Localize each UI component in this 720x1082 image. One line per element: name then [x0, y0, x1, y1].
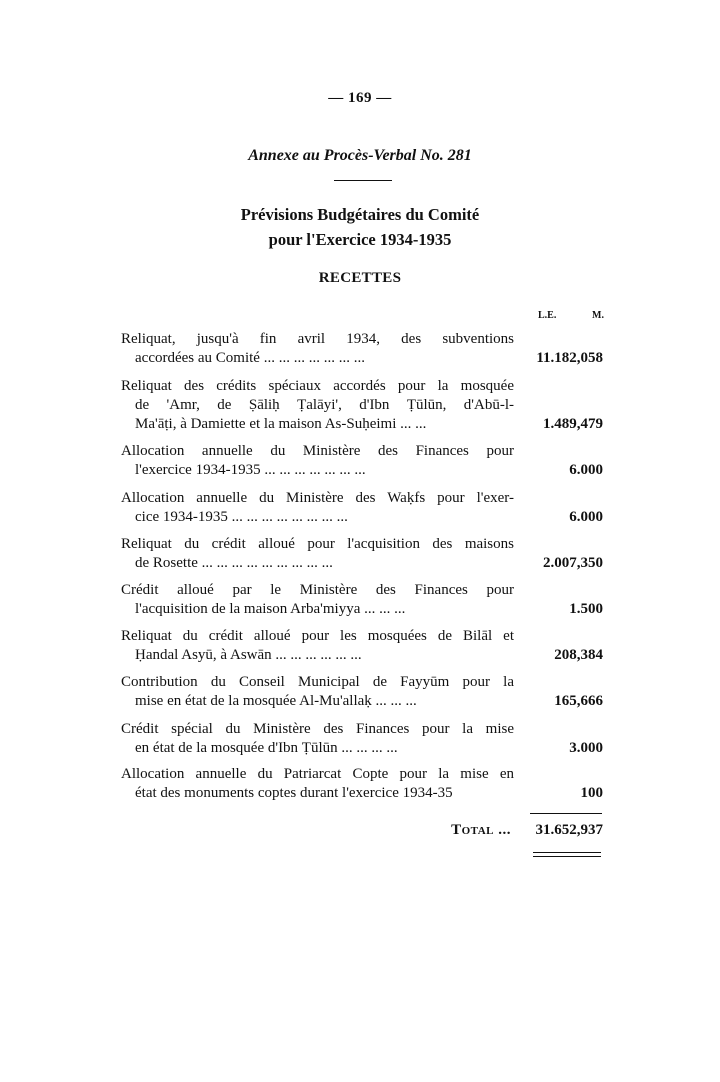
- unit-le: L.E.: [538, 310, 557, 321]
- units-header: [538, 310, 604, 321]
- unit-m: M.: [592, 310, 604, 321]
- entry-line: Allocation annuelle du Ministère des Finances pour: [121, 443, 514, 459]
- revenue-entry: [121, 627, 605, 665]
- entry-line: Reliquat du crédit alloué pour l'acquisition des maisons: [121, 536, 514, 552]
- entry-line: Reliquat du crédit alloué pour les mosquées de Bilāl et: [121, 628, 514, 644]
- entry-line: accordées au Comité ... ... ... ... ... ... ...: [135, 350, 365, 366]
- entry-amount: 6.000: [569, 462, 603, 478]
- page-number: — 169 —: [328, 90, 392, 106]
- title-divider: [334, 180, 392, 181]
- revenue-entry: [121, 442, 605, 480]
- entry-amount: 1.500: [569, 601, 603, 617]
- entry-amount: 11.182,058: [536, 350, 603, 366]
- entry-amount: 208,384: [554, 647, 603, 663]
- entry-line: Reliquat des crédits spéciaux accordés pour la mosquée: [121, 378, 514, 394]
- entry-line: Allocation annuelle du Ministère des Waḳfs pour l'exer-: [121, 490, 514, 506]
- entry-amount: 1.489,479: [543, 416, 603, 432]
- revenue-entry: [121, 535, 605, 573]
- entry-amount: 165,666: [554, 693, 603, 709]
- revenue-entry: [121, 581, 605, 619]
- entry-line: l'exercice 1934-1935 ... ... ... ... ... ... ...: [135, 462, 366, 478]
- total-label: Total ...: [451, 822, 511, 838]
- document-heading: [0, 202, 720, 252]
- revenue-entry: [121, 377, 605, 434]
- revenue-entry: [121, 720, 605, 758]
- entry-line: de Rosette ... ... ... ... ... ... ... ... ...: [135, 555, 333, 571]
- annex-title: Annexe au Procès-Verbal No. 281: [248, 147, 472, 164]
- entry-line: Reliquat, jusqu'à fin avril 1934, des subventions: [121, 331, 514, 347]
- entry-line: état des monuments coptes durant l'exercice 1934-35: [135, 785, 453, 801]
- entry-amount: 6.000: [569, 509, 603, 525]
- entry-amount: 100: [580, 785, 603, 801]
- total-amount: 31.652,937: [535, 822, 603, 838]
- entry-line: Crédit alloué par le Ministère des Finances pour: [121, 582, 514, 598]
- entry-line: Crédit spécial du Ministère des Finances pour la mise: [121, 721, 514, 737]
- entry-amount: 2.007,350: [543, 555, 603, 571]
- heading-line-2: pour l'Exercice 1934-1935: [268, 230, 452, 249]
- entry-line: Ma'āṭi, à Damiette et la maison As-Suḥeimi ... ...: [135, 416, 427, 432]
- entry-line: Contribution du Conseil Municipal de Fayyūm pour la: [121, 674, 514, 690]
- entry-line: cice 1934-1935 ... ... ... ... ... ... ... ...: [135, 509, 348, 525]
- entry-line: de 'Amr, de Ṣāliḥ Ṭalāyi', d'Ibn Ṭūlūn, d'Abū-l-: [135, 397, 514, 413]
- heading-line-1: Prévisions Budgétaires du Comité: [240, 205, 480, 224]
- entry-amount: 3.000: [569, 740, 603, 756]
- revenue-entry: [121, 330, 605, 368]
- total-divider: [530, 813, 602, 814]
- revenue-entry: [121, 765, 605, 803]
- section-title: RECETTES: [318, 270, 402, 286]
- entry-line: mise en état de la mosquée Al-Mu'allaḳ ... ... ...: [135, 693, 417, 709]
- entry-line: Allocation annuelle du Patriarcat Copte pour la mise en: [121, 766, 514, 782]
- entry-line: en état de la mosquée d'Ibn Ṭūlūn ... ... ... ...: [135, 740, 398, 756]
- revenue-entry: [121, 673, 605, 711]
- revenue-entry: [121, 489, 605, 527]
- entry-line: l'acquisition de la maison Arba'miyya ... ... ...: [135, 601, 406, 617]
- entry-line: Ḥandal Asyū, à Aswān ... ... ... ... ... ...: [135, 647, 362, 663]
- total-double-underline: [533, 852, 601, 857]
